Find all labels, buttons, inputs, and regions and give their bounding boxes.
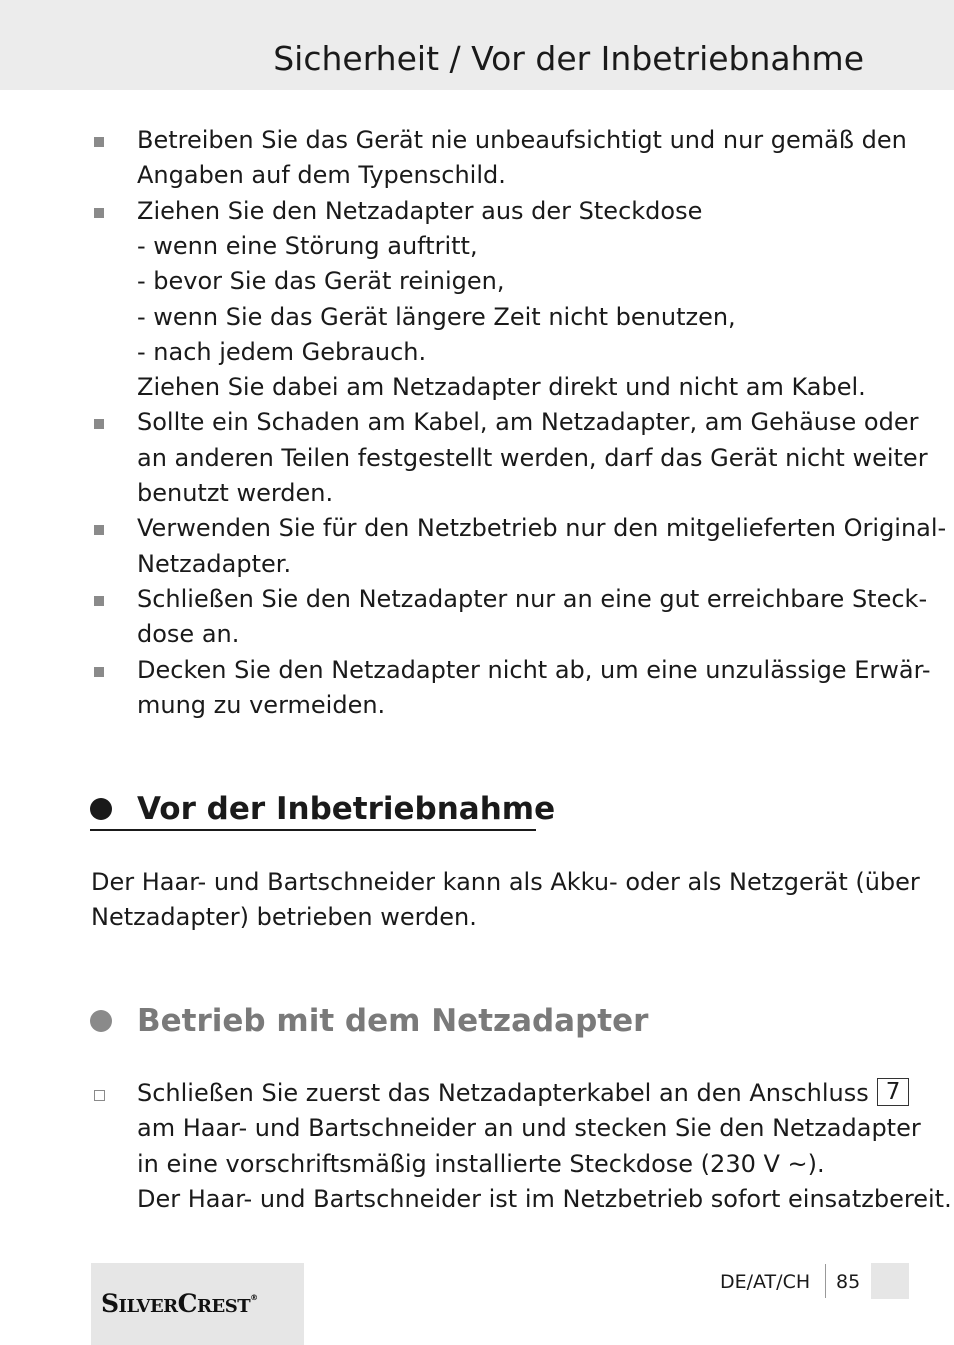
- bullet-line: mung zu vermeiden.: [137, 691, 386, 719]
- reference-number-box: 7: [877, 1078, 910, 1106]
- page-title: Sicherheit / Vor der Inbetriebnahme: [273, 39, 864, 78]
- bullet-line: Ziehen Sie dabei am Netzadapter direkt und nicht am Kabel.: [137, 373, 866, 401]
- bullet-line: dose an.: [137, 620, 240, 648]
- section-heading-betrieb-mit-dem-netzadapter: Betrieb mit dem Netzadapter: [137, 1003, 649, 1039]
- step-checkbox-icon: [94, 1090, 105, 1101]
- step-line-text: Schließen Sie zuerst das Netzadapterkabel an den Anschluss: [137, 1079, 869, 1107]
- section-heading-underline: [90, 829, 536, 831]
- bullet-line: Sollte ein Schaden am Kabel, am Netzadapter, am Gehäuse oder: [137, 408, 919, 436]
- bullet-square-icon: [94, 208, 104, 218]
- section1-paragraph-line: Netzadapter) betrieben werden.: [91, 903, 477, 931]
- step-line: am Haar- und Bartschneider an und stecken Sie den Netzadapter: [137, 1114, 921, 1142]
- bullet-line: - wenn Sie das Gerät längere Zeit nicht benutzen,: [137, 303, 736, 331]
- bullet-line: Verwenden Sie für den Netzbetrieb nur den mitgelieferten Original-: [137, 514, 947, 542]
- bullet-square-icon: [94, 596, 104, 606]
- section-bullet-dot-icon: [90, 1010, 112, 1032]
- bullet-line: benutzt werden.: [137, 479, 334, 507]
- step-line: in eine vorschriftsmäßig installierte Steckdose (230 V ~).: [137, 1150, 825, 1178]
- bullet-line: Decken Sie den Netzadapter nicht ab, um eine unzulässige Erwär-: [137, 656, 931, 684]
- page-number: 85: [836, 1271, 861, 1293]
- bullet-line: an anderen Teilen festgestellt werden, darf das Gerät nicht weiter: [137, 444, 928, 472]
- brand-logo-text: SilverCrest®: [101, 1289, 259, 1318]
- footer-divider: [825, 1264, 826, 1298]
- footer-decorative-box: [871, 1263, 909, 1299]
- brand-logo: [91, 1263, 304, 1345]
- step-line: Der Haar- und Bartschneider ist im Netzbetrieb sofort einsatzbereit.: [137, 1185, 952, 1213]
- bullet-line: Ziehen Sie den Netzadapter aus der Steckdose: [137, 197, 703, 225]
- bullet-square-icon: [94, 525, 104, 535]
- step-line: [137, 1076, 909, 1111]
- bullet-line: Angaben auf dem Typenschild.: [137, 161, 506, 189]
- bullet-square-icon: [94, 419, 104, 429]
- bullet-line: Netzadapter.: [137, 550, 292, 578]
- footer-language-codes: DE/AT/CH: [720, 1271, 811, 1293]
- section1-paragraph-line: Der Haar- und Bartschneider kann als Akku- oder als Netzgerät (über: [91, 868, 920, 896]
- bullet-line: - nach jedem Gebrauch.: [137, 338, 427, 366]
- bullet-square-icon: [94, 667, 104, 677]
- bullet-square-icon: [94, 137, 104, 147]
- section-heading-vor-der-inbetriebnahme: Vor der Inbetriebnahme: [137, 791, 556, 827]
- section-bullet-dot-icon: [90, 798, 112, 820]
- bullet-line: - bevor Sie das Gerät reinigen,: [137, 267, 505, 295]
- bullet-line: - wenn eine Störung auftritt,: [137, 232, 478, 260]
- bullet-line: Schließen Sie den Netzadapter nur an eine gut erreichbare Steck-: [137, 585, 928, 613]
- bullet-line: Betreiben Sie das Gerät nie unbeaufsichtigt und nur gemäß den: [137, 126, 907, 154]
